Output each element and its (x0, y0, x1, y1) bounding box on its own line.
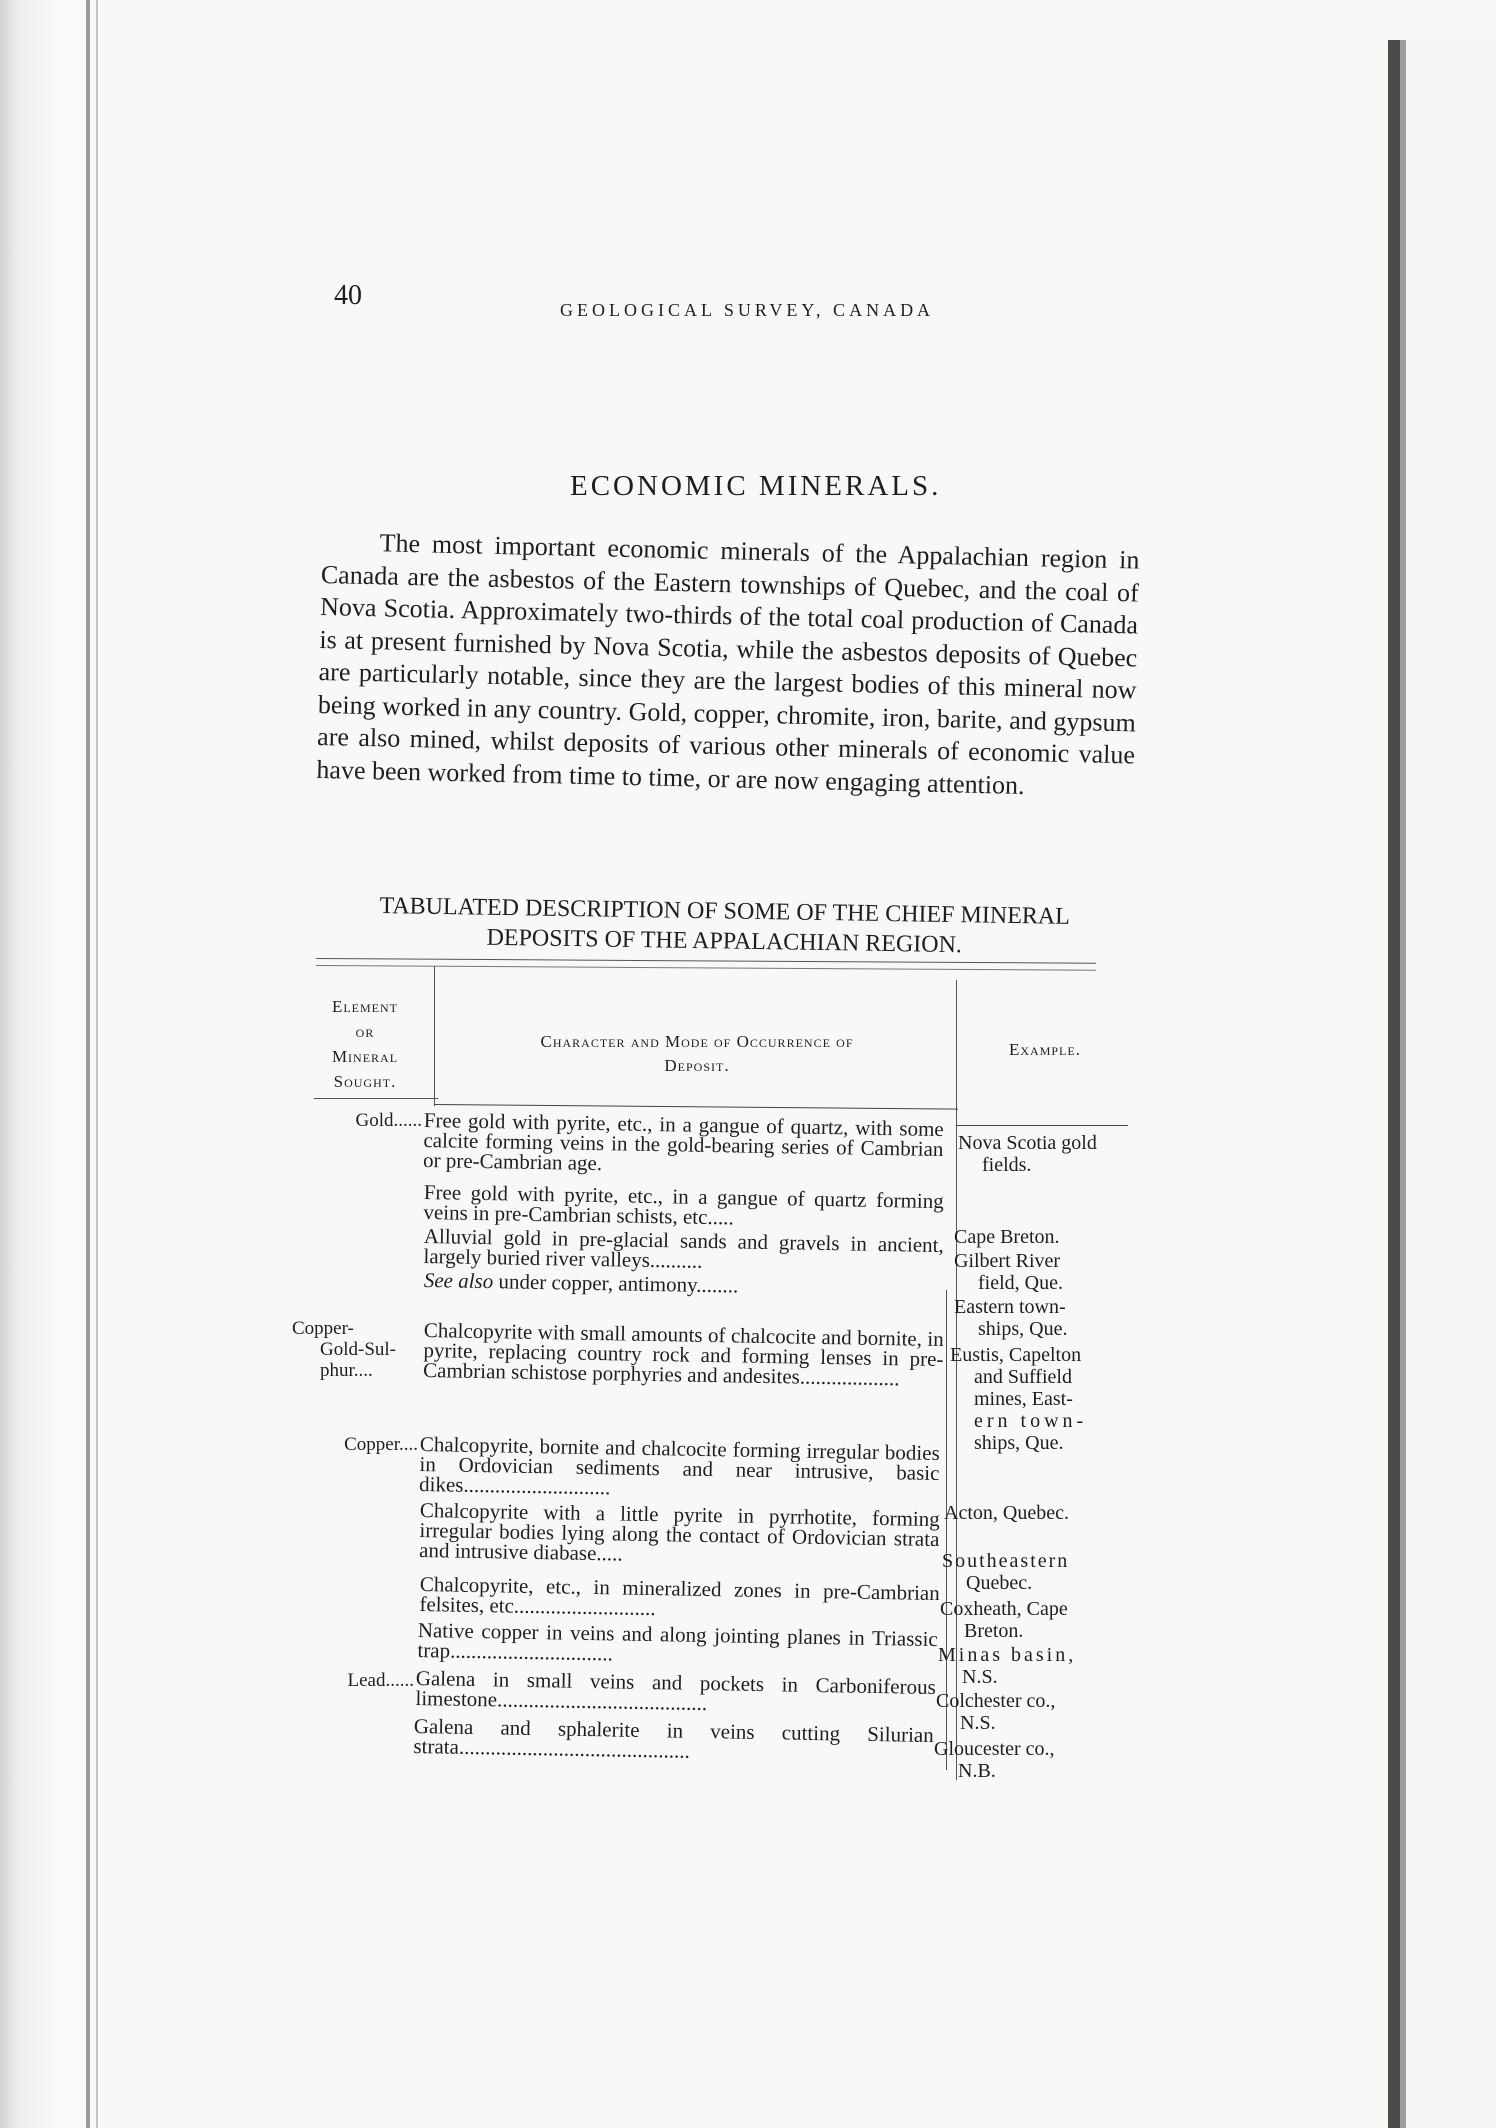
description-3: Alluvial gold in pre-glacial sands and gravels in ancient, largely buried river valleys.......... (423, 1224, 944, 1273)
example-9 (938, 1644, 1076, 1688)
gutter-line (86, 0, 90, 2128)
example-4 (954, 1296, 1067, 1340)
example-3-line-1: Gilbert River (954, 1250, 1061, 1272)
header-element-line-4: Sought. (333, 1072, 397, 1091)
intro-text: The most important economic minerals of the Appalachian region in Canada are the asbestos of the Eastern townships of Quebec, and the coal of Nova Scotia. Approximately two-thirds of the total coal production of Canada is at present furnished by Nova Scotia, while the asbestos deposits of Quebec are particularly notable, since they are the largest bodies of this mineral now being worked in any country. Gold, copper, chromite, iron, barite, and gypsum are also mined, whilst deposits of various other minerals of economic value have been worked from time to time, or are now engaging attention. (316, 528, 1140, 800)
example-11-line-1: Gloucester co., (934, 1738, 1055, 1760)
table-title-line-1: TABULATED DESCRIPTION OF SOME OF THE CHIEF MINERAL (379, 893, 1071, 930)
page-number: 40 (334, 280, 362, 311)
gutter-line-secondary (96, 0, 98, 2128)
intro-paragraph (316, 526, 1140, 804)
header-element-line-2: or (355, 1022, 375, 1041)
description-5: Chalcopyrite with small amounts of chalcocite and bornite, in pyrite, replacing country rock and forming lenses in pre-Cambrian schistose porphyries and andesites................... (422, 1318, 944, 1391)
example-8-line-2: Breton. (964, 1620, 1024, 1642)
header-rule-left (314, 1098, 438, 1099)
example-9-line-1: Minas basin, (938, 1644, 1077, 1666)
example-5-line-4: ern town- (974, 1410, 1088, 1432)
example-11 (934, 1738, 1055, 1782)
description-9: Native copper in veins and along jointing planes in Triassic trap............................... (417, 1618, 938, 1666)
example-10 (936, 1690, 1055, 1734)
example-9-line-2: N.S. (962, 1666, 998, 1688)
example-11-line-2: N.B. (958, 1760, 996, 1782)
description-4-emphasis: See also (423, 1268, 494, 1294)
header-character (452, 1030, 942, 1078)
book-gutter-shadow (0, 0, 92, 2128)
description-11: Galena and sphalerite in veins cutting Silurian strata............................................ (413, 1714, 934, 1763)
example-1 (958, 1132, 1097, 1176)
example-5-line-3: mines, East- (974, 1388, 1073, 1410)
element-copper-gold-sulphur (292, 1318, 414, 1381)
section-title: ECONOMIC MINERALS. (570, 470, 942, 502)
example-7-line-1: Southeastern (942, 1550, 1070, 1572)
description-4-rest: under copper, antimony........ (493, 1269, 739, 1298)
example-2: Cape Breton. (954, 1226, 1060, 1248)
example-4-line-1: Eastern town- (954, 1296, 1066, 1318)
column-divider-1 (434, 966, 435, 1106)
description-7: Chalcopyrite with a little pyrite in pyrrhotite, forming irregular bodies lying along the contact of Ordovician strata and intrusive diabase..... (418, 1498, 940, 1566)
header-character-line-2: Deposit. (664, 1056, 730, 1075)
example-10-line-1: Colchester co., (936, 1690, 1056, 1712)
example-10-line-2: N.S. (960, 1712, 996, 1734)
element-cgs-line-3: phur.... (320, 1360, 373, 1381)
description-2: Free gold with pyrite, etc., in a gangue of quartz forming veins in pre-Cambrian schists, etc..... (423, 1180, 944, 1230)
example-5-line-2: and Suffield (974, 1366, 1072, 1388)
example-3 (954, 1250, 1063, 1294)
table-title-line-2: DEPOSITS OF THE APPALACHIAN REGION. (486, 924, 963, 959)
element-cgs-line-2: Gold-Sul- (320, 1339, 396, 1360)
example-3-line-2: field, Que. (978, 1272, 1063, 1294)
table-title (313, 890, 1136, 963)
element-lead: Lead...... (347, 1670, 414, 1691)
example-7-line-2: Quebec. (966, 1572, 1033, 1594)
element-copper: Copper.... (344, 1434, 418, 1455)
header-element-line-3: Mineral (331, 1047, 399, 1066)
next-page-edge-line (1400, 40, 1406, 2128)
example-4-line-2: ships, Que. (978, 1318, 1068, 1340)
example-1-line-2: fields. (982, 1154, 1032, 1176)
description-8: Chalcopyrite, etc., in mineralized zones in pre-Cambrian felsites, etc........................... (419, 1572, 940, 1621)
running-head: GEOLOGICAL SURVEY, CANADA (560, 300, 935, 320)
element-gold: Gold...... (355, 1110, 422, 1131)
example-1-line-1: Nova Scotia gold (958, 1132, 1097, 1154)
description-6: Chalcopyrite, bornite and chalcocite forming irregular bodies in Ordovician sediments and near intrusive, basic dikes............................ (418, 1432, 940, 1500)
description-10: Galena in small veins and pockets in Carboniferous limestone........................................ (415, 1666, 936, 1716)
example-7 (942, 1550, 1069, 1594)
description-4 (424, 1270, 944, 1299)
example-5-line-1: Eustis, Capelton (950, 1344, 1082, 1366)
header-character-line-1: Character and Mode of Occurrence of (540, 1032, 854, 1051)
example-6: Acton, Quebec. (944, 1502, 1069, 1524)
description-1: Free gold with pyrite, etc., in a gangue of quartz, with some calcite forming veins in the gold-bearing series of Cambrian or pre-Cambrian age. (422, 1108, 944, 1176)
element-cgs-line-1: Copper- (292, 1318, 354, 1339)
header-rule-right (956, 1125, 1128, 1126)
example-8-line-1: Coxheath, Cape (940, 1598, 1068, 1620)
example-5-line-5: ships, Que. (974, 1432, 1064, 1454)
example-8 (940, 1598, 1068, 1642)
header-element-line-1: Element (331, 997, 399, 1016)
header-element (300, 994, 430, 1094)
example-5 (950, 1344, 1087, 1454)
header-example: Example. (1009, 1040, 1081, 1059)
